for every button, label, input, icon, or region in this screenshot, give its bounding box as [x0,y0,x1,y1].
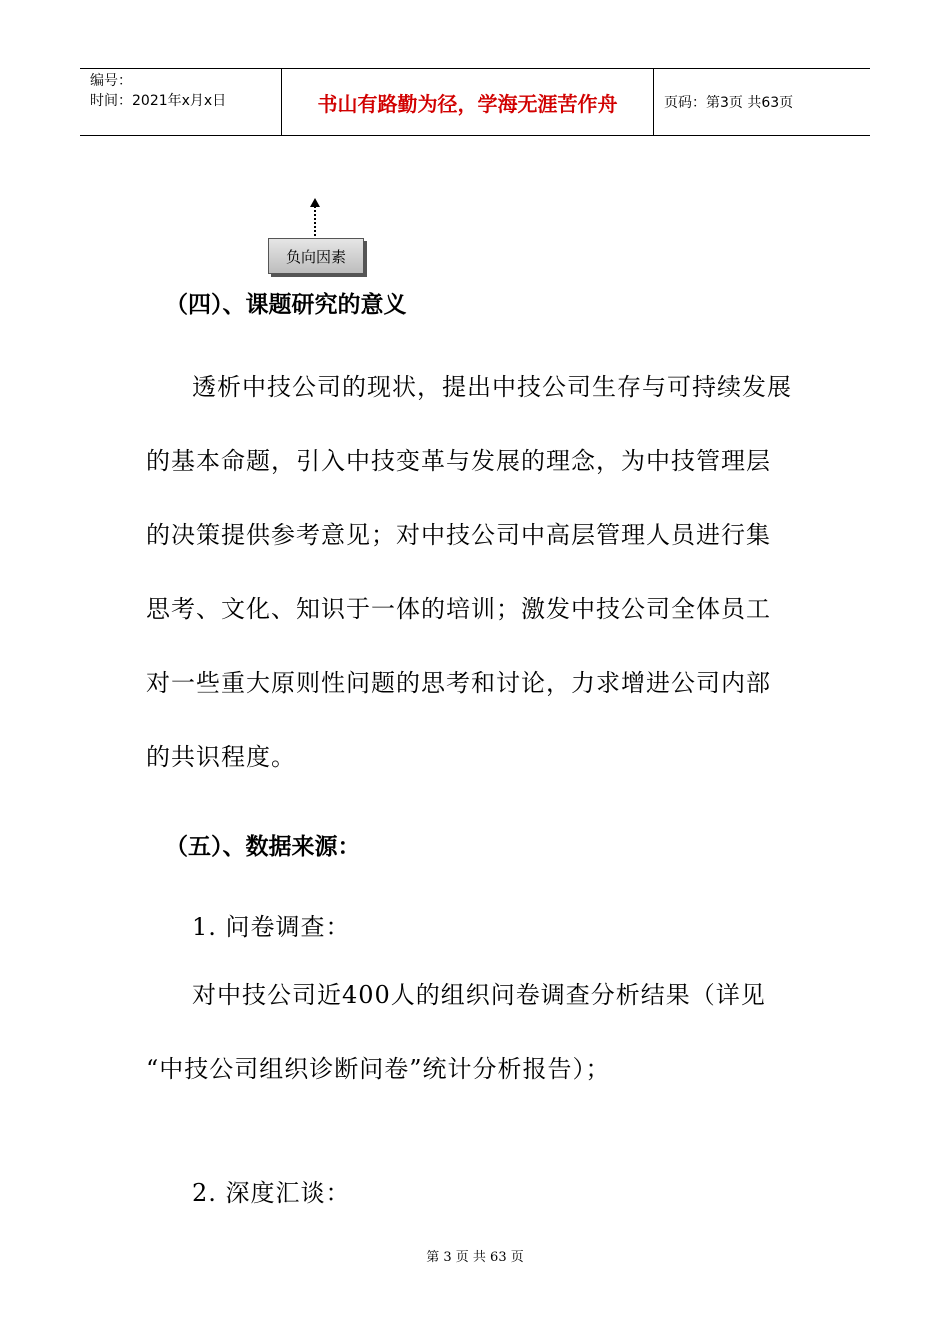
paragraph-line: 的共识程度。 [146,743,296,771]
header-meta [80,69,282,135]
header-page-info: 页码：第3页 共63页 [664,95,794,111]
item2-title [146,1156,808,1230]
paragraph-line: 思考、文化、知识于一体的培训；激发中技公司全体员工 [146,595,771,623]
page-header [80,68,870,136]
page-footer: 第 3 页 共 63 页 [426,1250,524,1265]
paragraph-line: “中技公司组织诊断问卷”统计分析报告）； [146,1055,611,1083]
number-label: 编号： [90,73,132,89]
section5-heading: （五）、数据来源： [165,834,361,860]
item2-title-text: 2. 深度汇谈： [192,1179,351,1207]
paragraph-line: 对中技公司近400人的组织问卷调查分析结果（详见 [192,981,766,1009]
item1-title [146,890,808,964]
header-motto: 书山有路勤为径，学海无涯苦作舟 [282,69,654,135]
paragraph-line: 透析中技公司的现状，提出中技公司生存与可持续发展 [192,373,792,401]
up-arrow-icon [314,198,316,240]
paragraph-line: 的决策提供参考意见；对中技公司中高层管理人员进行集 [146,521,771,549]
time-label: 时间：2021年x月x日 [90,93,227,109]
section4-paragraph [146,350,808,794]
negative-factor-box: 负向因素 [268,238,364,274]
section4-heading: （四）、课题研究的意义 [165,292,407,318]
paragraph-line: 对一些重大原则性问题的思考和讨论，力求增进公司内部 [146,669,771,697]
paragraph-line: 的基本命题，引入中技变革与发展的理念，为中技管理层 [146,447,771,475]
item1-title-text: 1. 问卷调查： [192,913,351,941]
item1-paragraph [146,958,808,1106]
